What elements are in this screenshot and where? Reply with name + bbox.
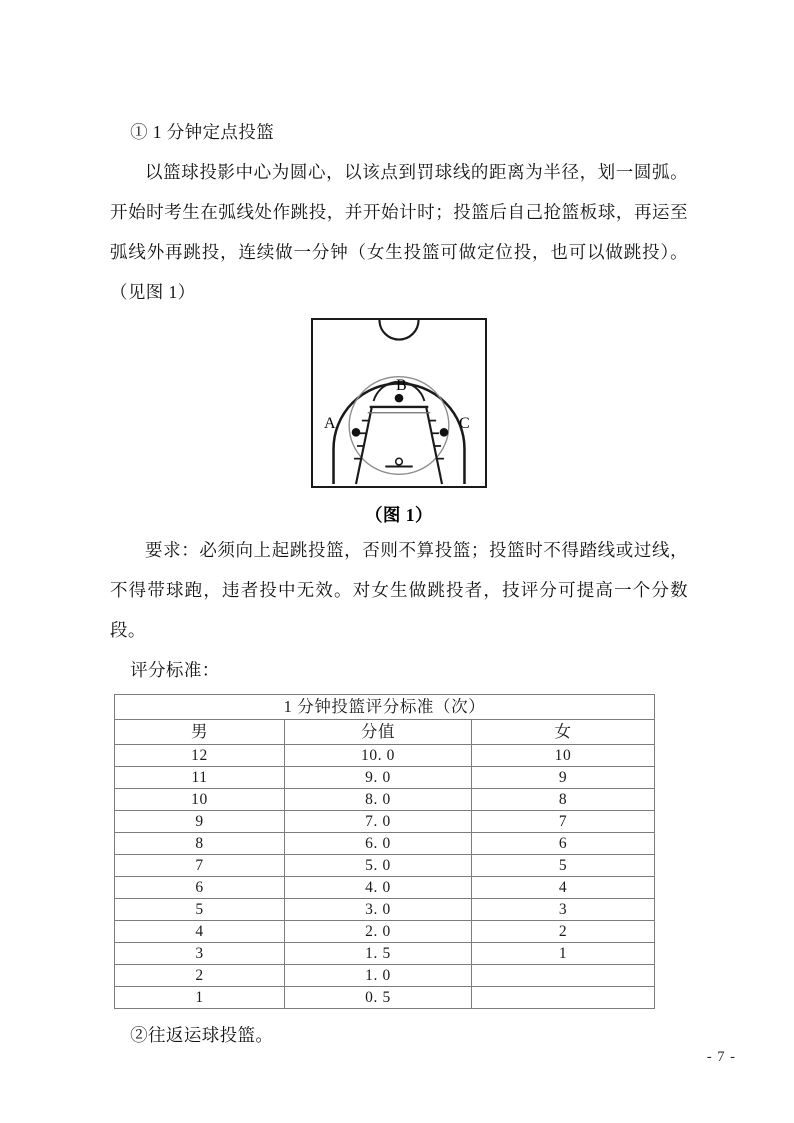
cell-score: 2. 0 [285,921,472,943]
table-row [115,789,655,811]
spot-label-b: B [396,377,407,394]
cell-female [472,965,655,987]
cell-male: 2 [115,965,285,987]
paragraph-next-item: ②往返运球投篮。 [130,1025,274,1045]
cell-male: 12 [115,745,285,767]
page-number: - 7 - [706,1049,736,1065]
paragraph-requirements: 要求：必须向上起跳投篮，否则不算投篮；投篮时不得踏线或过线，不得带球跑，违者投中无效。对女生做跳投者，技评分可提高一个分数段。 [110,540,688,640]
table-row [115,833,655,855]
cell-score: 10. 0 [285,745,472,767]
cell-male: 1 [115,987,285,1009]
table-row [115,745,655,767]
court-icon [313,320,485,486]
cell-male: 6 [115,877,285,899]
scoring-table [114,694,655,1009]
cell-male: 3 [115,943,285,965]
table-header-row [115,720,655,745]
section-heading: ① 1 分钟定点投篮 [130,122,275,142]
spot-label-a: A [324,415,336,432]
cell-female: 4 [472,877,655,899]
cell-male: 11 [115,767,285,789]
cell-female: 3 [472,899,655,921]
paragraph-scoring-label: 评分标准： [130,660,220,680]
cell-female [472,987,655,1009]
table-row [115,899,655,921]
cell-score: 9. 0 [285,767,472,789]
cell-score: 5. 0 [285,855,472,877]
table-row [115,943,655,965]
cell-female: 10 [472,745,655,767]
table-title: 1 分钟投篮评分标准（次） [115,695,655,720]
cell-score: 7. 0 [285,811,472,833]
cell-score: 8. 0 [285,789,472,811]
figure-caption: （图 1） [364,505,434,525]
cell-score: 1. 0 [285,965,472,987]
table-row [115,921,655,943]
table-row [115,987,655,1009]
table-row [115,767,655,789]
table-row [115,877,655,899]
cell-female: 9 [472,767,655,789]
cell-score: 4. 0 [285,877,472,899]
cell-score: 0. 5 [285,987,472,1009]
basketball-court-diagram [311,318,487,488]
cell-male: 9 [115,811,285,833]
cell-male: 8 [115,833,285,855]
scoring-table-container [114,694,688,1009]
spot-label-c: C [459,415,470,432]
cell-male: 7 [115,855,285,877]
cell-score: 3. 0 [285,899,472,921]
paragraph-description: 以篮球投影中心为圆心，以该点到罚球线的距离为半径，划一圆弧。开始时考生在弧线处作跳投，并开始计时；投篮后自己抢篮板球，再运至弧线外再跳投，连续做一分钟（女生投篮可做定位投，也可以做跳投）。（见图 1） [110,162,688,302]
cell-female: 6 [472,833,655,855]
table-row [115,855,655,877]
cell-score: 1. 5 [285,943,472,965]
table-row [115,811,655,833]
column-header-female: 女 [472,720,655,745]
cell-female: 1 [472,943,655,965]
column-header-score: 分值 [285,720,472,745]
cell-male: 10 [115,789,285,811]
cell-female: 5 [472,855,655,877]
cell-score: 6. 0 [285,833,472,855]
page-content [110,112,688,1055]
figure-1 [110,318,688,530]
table-title-row [115,695,655,720]
cell-female: 7 [472,811,655,833]
column-header-male: 男 [115,720,285,745]
cell-male: 4 [115,921,285,943]
cell-male: 5 [115,899,285,921]
cell-female: 2 [472,921,655,943]
cell-female: 8 [472,789,655,811]
table-row [115,965,655,987]
